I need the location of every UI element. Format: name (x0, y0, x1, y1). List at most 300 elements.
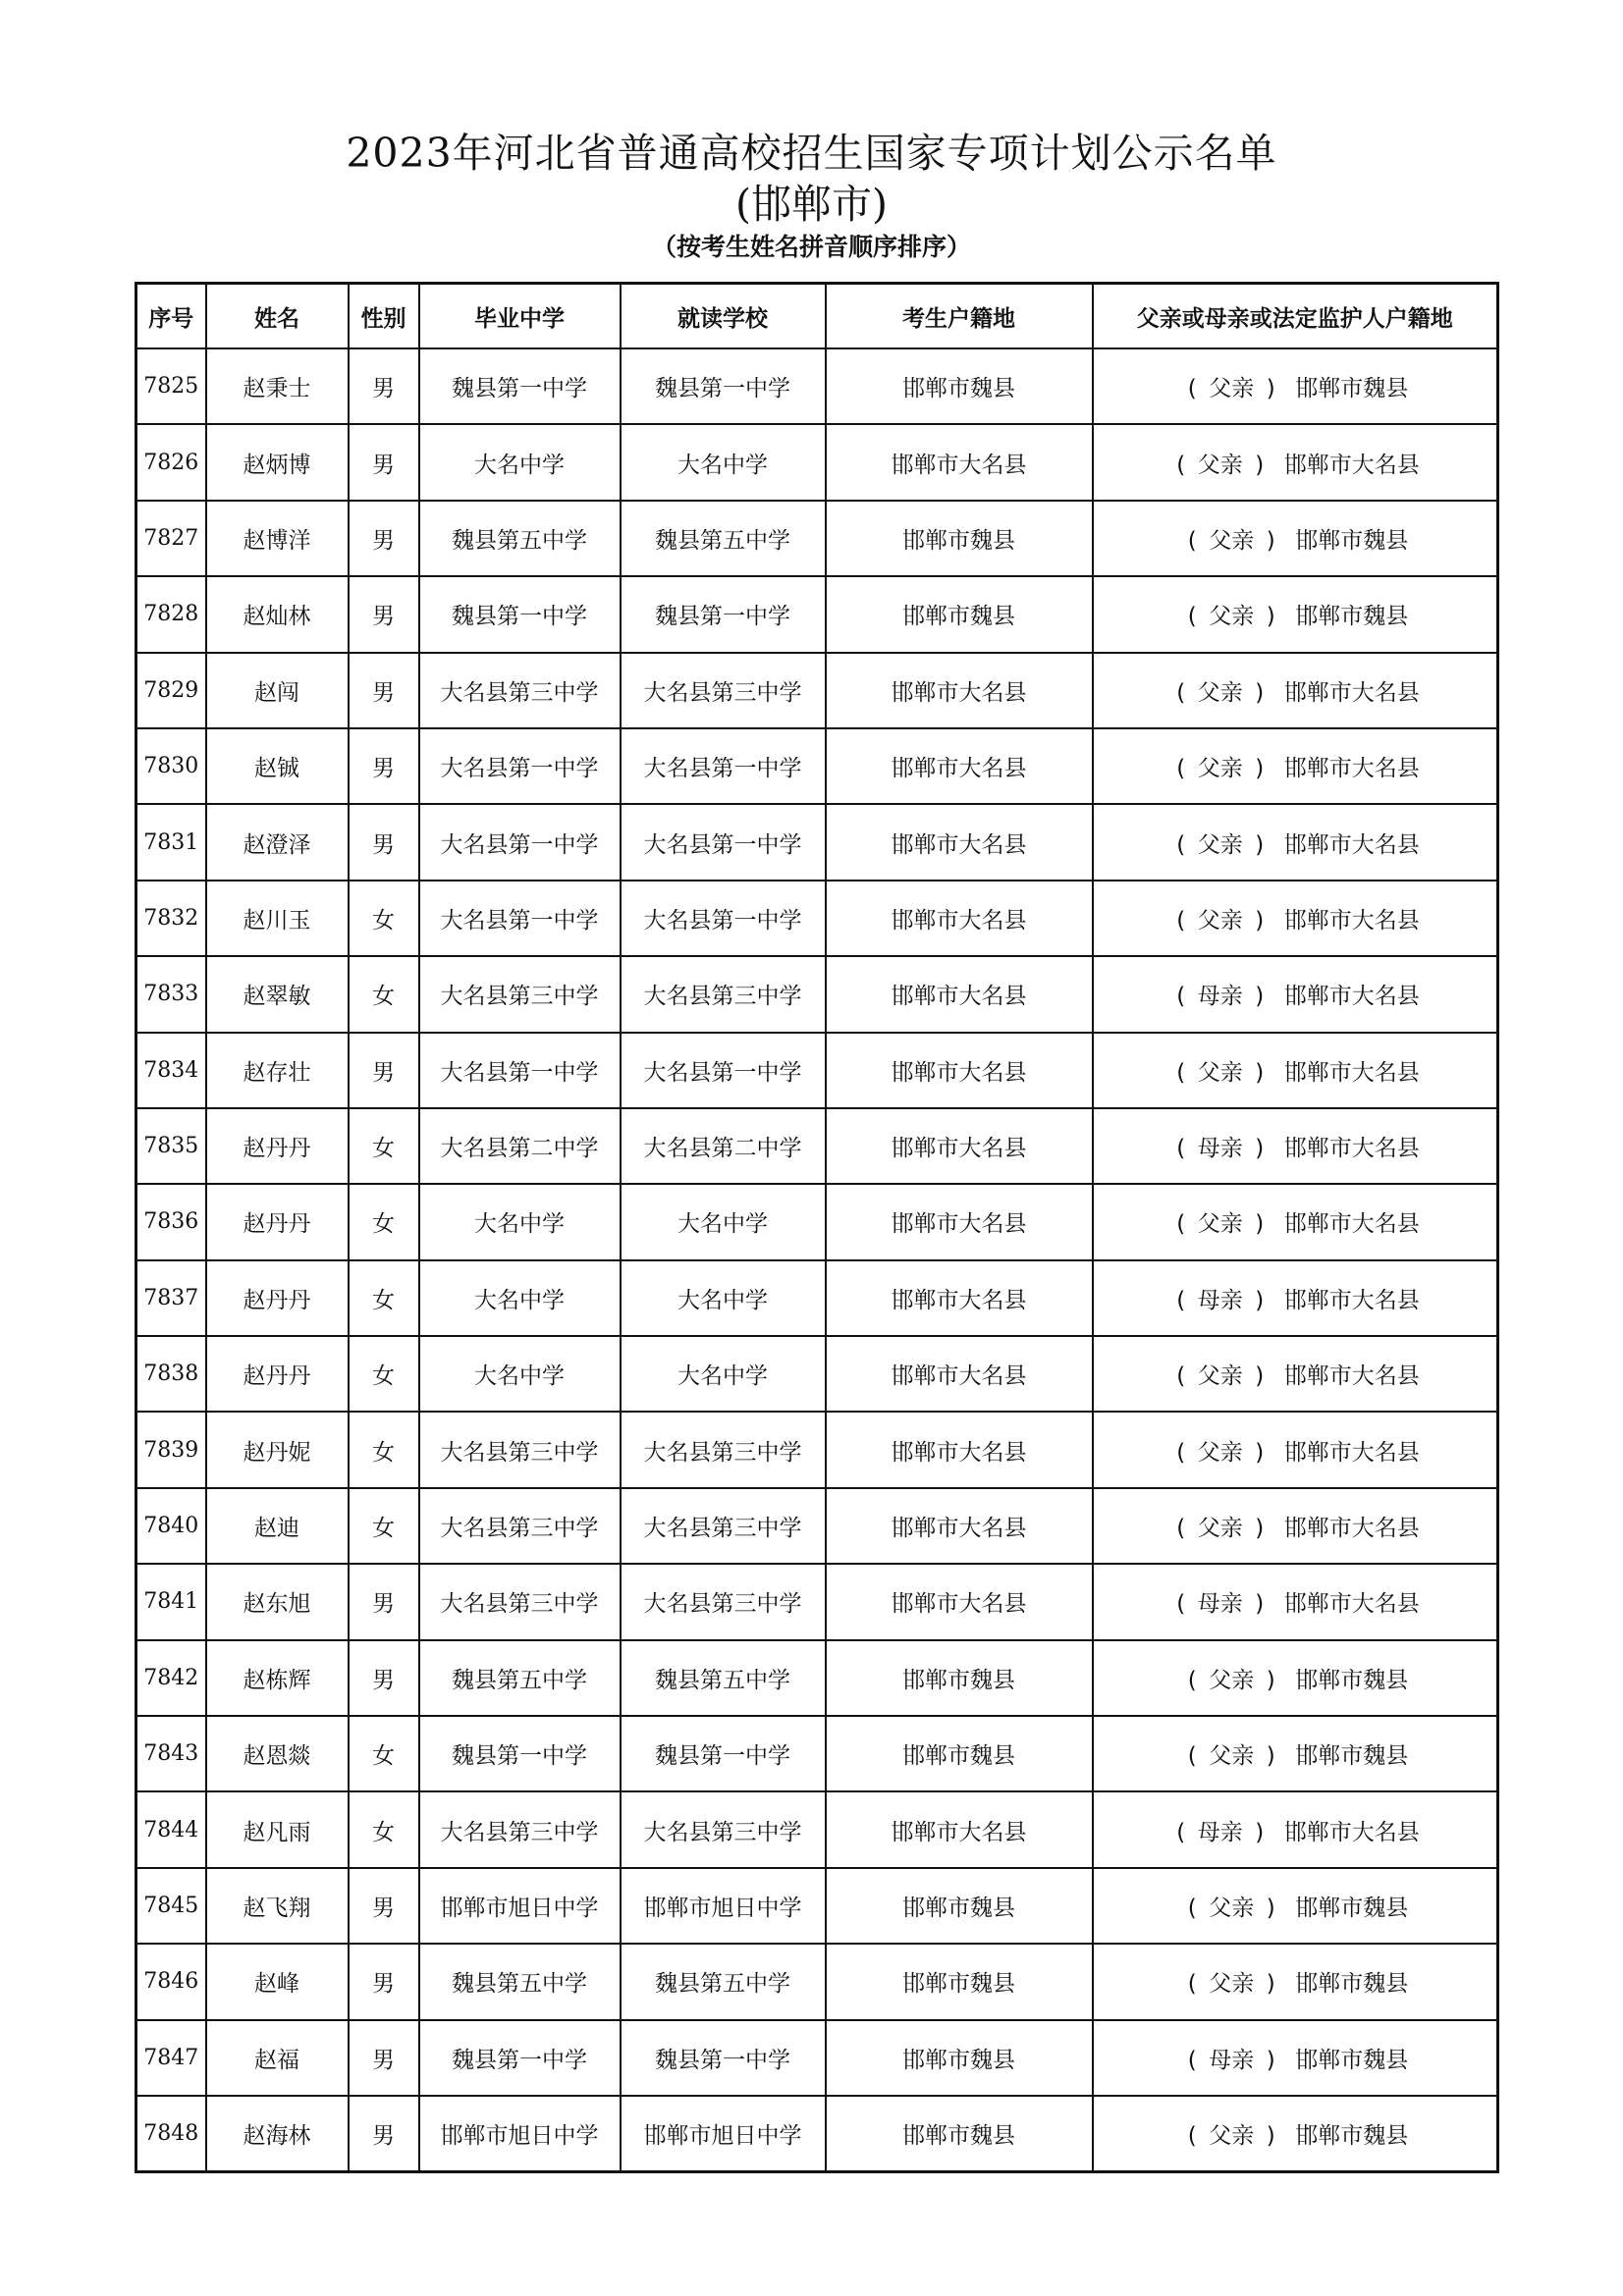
cell-household: 邯郸市大名县 (826, 1412, 1093, 1487)
cell-grad-school: 大名中学 (419, 424, 621, 500)
cell-seq: 7833 (136, 956, 206, 1032)
close-paren: ) (1266, 1896, 1275, 1921)
table-row (136, 1260, 1498, 1336)
cell-household: 邯郸市魏县 (826, 1716, 1093, 1791)
table-header-row (136, 284, 1498, 349)
cell-name: 赵东旭 (206, 1564, 349, 1639)
cell-name: 赵博洋 (206, 501, 349, 576)
document-subtitle: (邯郸市) (735, 181, 888, 228)
cell-grad-school: 大名县第三中学 (419, 1412, 621, 1487)
cell-guardian-household (1093, 424, 1498, 500)
guardian-place: 邯郸市大名县 (1283, 1819, 1420, 1845)
cell-seq: 7841 (136, 1564, 206, 1639)
cell-current-school: 大名县第三中学 (621, 1791, 826, 1867)
cell-household: 邯郸市魏县 (826, 348, 1093, 424)
cell-name: 赵存壮 (206, 1033, 349, 1108)
cell-seq: 7834 (136, 1033, 206, 1108)
cell-name: 赵峰 (206, 1944, 349, 2019)
cell-name: 赵福 (206, 2020, 349, 2096)
cell-name: 赵川玉 (206, 881, 349, 956)
cell-seq: 7847 (136, 2020, 206, 2096)
close-paren: ) (1255, 1439, 1265, 1466)
cell-current-school: 邯郸市旭日中学 (621, 1868, 826, 1944)
cell-name: 赵恩燚 (206, 1716, 349, 1791)
cell-gender: 男 (349, 2096, 419, 2172)
cell-current-school: 魏县第一中学 (621, 348, 826, 424)
cell-guardian-household (1093, 1033, 1498, 1108)
cell-gender: 男 (349, 1564, 419, 1639)
guardian-relation (1170, 1054, 1271, 1087)
guardian-place: 邯郸市大名县 (1283, 1211, 1420, 1238)
close-paren: ) (1255, 1591, 1265, 1618)
guardian-relation (1170, 750, 1271, 782)
table-row (136, 1791, 1498, 1867)
cell-guardian-household (1093, 1184, 1498, 1259)
guardian-place: 邯郸市大名县 (1283, 1439, 1420, 1466)
guardian-relation (1170, 1585, 1271, 1618)
cell-household: 邯郸市魏县 (826, 501, 1093, 576)
cell-current-school: 魏县第五中学 (621, 1944, 826, 2019)
cell-name: 赵秉士 (206, 348, 349, 424)
cell-household: 邯郸市魏县 (826, 1944, 1093, 2019)
table-row (136, 1716, 1498, 1791)
cell-guardian-household (1093, 501, 1498, 576)
guardian-relation-text: 父亲 (1209, 2123, 1255, 2150)
cell-gender: 男 (349, 1640, 419, 1716)
cell-name: 赵灿林 (206, 576, 349, 652)
cell-grad-school: 魏县第一中学 (419, 576, 621, 652)
guardian-relation-text: 父亲 (1197, 452, 1243, 478)
guardian-place: 邯郸市大名县 (1283, 984, 1420, 1010)
cell-current-school: 大名中学 (621, 1260, 826, 1336)
guardian-relation (1170, 1130, 1271, 1162)
close-paren: ) (1255, 984, 1265, 1010)
cell-household: 邯郸市大名县 (826, 1488, 1093, 1564)
sort-note: （按考生姓名拼音顺序排序） (651, 233, 971, 261)
guardian-relation (1181, 370, 1281, 402)
cell-seq: 7832 (136, 881, 206, 956)
guardian-place: 邯郸市魏县 (1295, 1896, 1409, 1921)
guardian-relation-text: 父亲 (1209, 1667, 1255, 1693)
cell-household: 邯郸市大名县 (826, 1260, 1093, 1336)
open-paren: ( (1187, 2123, 1197, 2150)
document-title: 2023年河北省普通高校招生国家专项计划公示名单 (346, 130, 1277, 177)
close-paren: ) (1255, 831, 1265, 858)
cell-gender: 男 (349, 424, 419, 500)
cell-guardian-household (1093, 653, 1498, 728)
open-paren: ( (1187, 1667, 1197, 1693)
guardian-relation-text: 父亲 (1197, 1211, 1243, 1238)
cell-grad-school: 大名县第一中学 (419, 881, 621, 956)
cell-current-school: 大名县第三中学 (621, 1564, 826, 1639)
cell-grad-school: 大名中学 (419, 1184, 621, 1259)
cell-household: 邯郸市大名县 (826, 1564, 1093, 1639)
close-paren: ) (1255, 452, 1265, 478)
guardian-place: 邯郸市魏县 (1295, 1667, 1409, 1693)
close-paren: ) (1266, 1743, 1275, 1770)
table-row (136, 804, 1498, 880)
guardian-place: 邯郸市魏县 (1295, 604, 1409, 630)
guardian-place: 邯郸市大名县 (1283, 907, 1420, 934)
cell-current-school: 大名县第三中学 (621, 1412, 826, 1487)
guardian-relation (1181, 1737, 1281, 1770)
guardian-relation (1181, 1662, 1281, 1694)
cell-seq: 7837 (136, 1260, 206, 1336)
cell-current-school: 魏县第五中学 (621, 501, 826, 576)
cell-name: 赵飞翔 (206, 1868, 349, 1944)
guardian-relation-text: 父亲 (1197, 679, 1243, 706)
guardian-relation-text: 父亲 (1209, 1896, 1255, 1921)
table-row (136, 501, 1498, 576)
cell-guardian-household (1093, 956, 1498, 1032)
cell-seq: 7830 (136, 728, 206, 804)
cell-current-school: 大名县第三中学 (621, 1488, 826, 1564)
guardian-relation-text: 父亲 (1197, 1439, 1243, 1466)
guardian-relation (1170, 1434, 1271, 1467)
open-paren: ( (1187, 1896, 1197, 1921)
guardian-relation (1170, 1814, 1271, 1846)
open-paren: ( (1176, 1059, 1186, 1086)
cell-guardian-household (1093, 1716, 1498, 1791)
open-paren: ( (1176, 452, 1186, 478)
open-paren: ( (1176, 831, 1186, 858)
guardian-place: 邯郸市魏县 (1295, 376, 1409, 402)
cell-gender: 女 (349, 1260, 419, 1336)
cell-gender: 男 (349, 1868, 419, 1944)
guardian-relation-text: 母亲 (1197, 984, 1243, 1010)
guardian-place: 邯郸市大名县 (1283, 679, 1420, 706)
table-row (136, 1944, 1498, 2019)
close-paren: ) (1255, 1819, 1265, 1845)
cell-name: 赵闯 (206, 653, 349, 728)
guardian-relation-text: 父亲 (1209, 1743, 1255, 1770)
open-paren: ( (1176, 1591, 1186, 1618)
cell-current-school: 魏县第一中学 (621, 2020, 826, 2096)
cell-current-school: 大名县第一中学 (621, 1033, 826, 1108)
cell-household: 邯郸市大名县 (826, 956, 1093, 1032)
guardian-relation (1170, 902, 1271, 934)
close-paren: ) (1255, 1211, 1265, 1238)
guardian-relation-text: 父亲 (1209, 376, 1255, 402)
cell-gender: 女 (349, 1791, 419, 1867)
open-paren: ( (1176, 756, 1186, 782)
cell-gender: 男 (349, 804, 419, 880)
close-paren: ) (1255, 907, 1265, 934)
cell-guardian-household (1093, 1412, 1498, 1487)
cell-household: 邯郸市魏县 (826, 576, 1093, 652)
cell-grad-school: 大名县第一中学 (419, 728, 621, 804)
cell-current-school: 魏县第五中学 (621, 1640, 826, 1716)
cell-grad-school: 大名县第二中学 (419, 1108, 621, 1184)
open-paren: ( (1176, 984, 1186, 1010)
cell-name: 赵澄泽 (206, 804, 349, 880)
table-row (136, 881, 1498, 956)
cell-seq: 7845 (136, 1868, 206, 1944)
cell-seq: 7842 (136, 1640, 206, 1716)
close-paren: ) (1266, 376, 1275, 402)
guardian-place: 邯郸市大名县 (1283, 831, 1420, 858)
guardian-place: 邯郸市大名县 (1283, 1287, 1420, 1313)
cell-guardian-household (1093, 1260, 1498, 1336)
cell-seq: 7843 (136, 1716, 206, 1791)
cell-grad-school: 大名中学 (419, 1260, 621, 1336)
close-paren: ) (1266, 2123, 1275, 2150)
guardian-relation (1170, 1358, 1271, 1390)
guardian-place: 邯郸市大名县 (1283, 756, 1420, 782)
close-paren: ) (1266, 604, 1275, 630)
cell-guardian-household (1093, 1791, 1498, 1867)
guardian-place: 邯郸市魏县 (1295, 2047, 1409, 2073)
table-row (136, 956, 1498, 1032)
close-paren: ) (1266, 2047, 1275, 2073)
header-household: 考生户籍地 (826, 284, 1093, 349)
cell-name: 赵炳博 (206, 424, 349, 500)
cell-household: 邯郸市魏县 (826, 2020, 1093, 2096)
open-paren: ( (1176, 679, 1186, 706)
cell-gender: 女 (349, 956, 419, 1032)
open-paren: ( (1187, 376, 1197, 402)
open-paren: ( (1187, 1743, 1197, 1770)
guardian-place: 邯郸市魏县 (1295, 2123, 1409, 2150)
cell-household: 邯郸市大名县 (826, 881, 1093, 956)
guardian-relation (1170, 827, 1271, 859)
guardian-relation (1181, 598, 1281, 630)
cell-seq: 7848 (136, 2096, 206, 2172)
cell-grad-school: 大名县第三中学 (419, 1791, 621, 1867)
close-paren: ) (1255, 1363, 1265, 1390)
cell-name: 赵丹丹 (206, 1336, 349, 1412)
cell-gender: 女 (349, 1108, 419, 1184)
guardian-relation (1170, 1282, 1271, 1314)
cell-grad-school: 大名县第三中学 (419, 956, 621, 1032)
guardian-place: 邯郸市魏县 (1295, 1971, 1409, 1998)
cell-guardian-household (1093, 1488, 1498, 1564)
close-paren: ) (1255, 1516, 1265, 1542)
open-paren: ( (1176, 1363, 1186, 1390)
open-paren: ( (1176, 1439, 1186, 1466)
cell-name: 赵丹丹 (206, 1108, 349, 1184)
cell-grad-school: 魏县第五中学 (419, 1944, 621, 2019)
open-paren: ( (1176, 1819, 1186, 1845)
cell-seq: 7826 (136, 424, 206, 500)
cell-household: 邯郸市大名县 (826, 1184, 1093, 1259)
guardian-place: 邯郸市大名县 (1283, 1363, 1420, 1390)
cell-name: 赵丹丹 (206, 1260, 349, 1336)
cell-seq: 7829 (136, 653, 206, 728)
guardian-relation-text: 父亲 (1197, 831, 1243, 858)
cell-guardian-household (1093, 728, 1498, 804)
cell-current-school: 大名县第一中学 (621, 728, 826, 804)
guardian-relation (1170, 1510, 1271, 1542)
cell-grad-school: 大名县第三中学 (419, 653, 621, 728)
cell-name: 赵迪 (206, 1488, 349, 1564)
table-row (136, 1108, 1498, 1184)
cell-household: 邯郸市魏县 (826, 1640, 1093, 1716)
close-paren: ) (1255, 1287, 1265, 1313)
open-paren: ( (1176, 1516, 1186, 1542)
cell-current-school: 大名县第二中学 (621, 1108, 826, 1184)
guardian-relation-text: 父亲 (1197, 1363, 1243, 1390)
cell-guardian-household (1093, 1640, 1498, 1716)
close-paren: ) (1255, 679, 1265, 706)
guardian-relation (1170, 674, 1271, 707)
close-paren: ) (1266, 1667, 1275, 1693)
cell-current-school: 魏县第一中学 (621, 1716, 826, 1791)
cell-gender: 男 (349, 2020, 419, 2096)
guardian-relation (1170, 1205, 1271, 1238)
guardian-relation-text: 母亲 (1197, 1819, 1243, 1845)
cell-gender: 男 (349, 576, 419, 652)
cell-grad-school: 大名县第一中学 (419, 1033, 621, 1108)
cell-gender: 女 (349, 1716, 419, 1791)
table-body (136, 348, 1498, 2172)
cell-name: 赵海林 (206, 2096, 349, 2172)
cell-name: 赵栋辉 (206, 1640, 349, 1716)
cell-current-school: 大名县第三中学 (621, 653, 826, 728)
open-paren: ( (1176, 1287, 1186, 1313)
table-row (136, 1336, 1498, 1412)
table-row (136, 1488, 1498, 1564)
guardian-place: 邯郸市魏县 (1295, 1743, 1409, 1770)
close-paren: ) (1255, 1136, 1265, 1162)
cell-seq: 7838 (136, 1336, 206, 1412)
cell-household: 邯郸市大名县 (826, 1336, 1093, 1412)
table-row (136, 2096, 1498, 2172)
guardian-relation-text: 母亲 (1209, 2047, 1255, 2073)
guardian-relation-text: 父亲 (1197, 1516, 1243, 1542)
table-row (136, 2020, 1498, 2096)
table-row (136, 1412, 1498, 1487)
table-row (136, 1184, 1498, 1259)
cell-name: 赵丹妮 (206, 1412, 349, 1487)
cell-household: 邯郸市魏县 (826, 1868, 1093, 1944)
guardian-relation-text: 父亲 (1209, 604, 1255, 630)
cell-seq: 7835 (136, 1108, 206, 1184)
cell-current-school: 大名县第一中学 (621, 881, 826, 956)
cell-current-school: 魏县第一中学 (621, 576, 826, 652)
guardian-place: 邯郸市魏县 (1295, 527, 1409, 554)
cell-current-school: 大名中学 (621, 1184, 826, 1259)
cell-grad-school: 大名县第三中学 (419, 1564, 621, 1639)
guardian-relation (1170, 447, 1271, 479)
cell-gender: 女 (349, 881, 419, 956)
cell-gender: 男 (349, 653, 419, 728)
table-row (136, 1868, 1498, 1944)
cell-household: 邯郸市魏县 (826, 2096, 1093, 2172)
cell-seq: 7831 (136, 804, 206, 880)
cell-seq: 7828 (136, 576, 206, 652)
cell-current-school: 大名中学 (621, 424, 826, 500)
cell-guardian-household (1093, 1336, 1498, 1412)
cell-grad-school: 魏县第五中学 (419, 1640, 621, 1716)
cell-current-school: 大名县第三中学 (621, 956, 826, 1032)
cell-seq: 7844 (136, 1791, 206, 1867)
header-seq: 序号 (136, 284, 206, 349)
cell-guardian-household (1093, 1944, 1498, 2019)
guardian-place: 邯郸市大名县 (1283, 1136, 1420, 1162)
open-paren: ( (1176, 1211, 1186, 1238)
cell-household: 邯郸市大名县 (826, 1033, 1093, 1108)
open-paren: ( (1187, 1971, 1197, 1998)
cell-guardian-household (1093, 2096, 1498, 2172)
header-name: 姓名 (206, 284, 349, 349)
guardian-relation-text: 父亲 (1197, 907, 1243, 934)
cell-guardian-household (1093, 804, 1498, 880)
guardian-relation-text: 父亲 (1209, 527, 1255, 554)
guardian-place: 邯郸市大名县 (1283, 1516, 1420, 1542)
cell-seq: 7839 (136, 1412, 206, 1487)
cell-guardian-household (1093, 576, 1498, 652)
guardian-relation (1170, 978, 1271, 1010)
guardian-place: 邯郸市大名县 (1283, 1591, 1420, 1618)
cell-current-school: 大名中学 (621, 1336, 826, 1412)
close-paren: ) (1266, 1971, 1275, 1998)
guardian-relation-text: 母亲 (1197, 1591, 1243, 1618)
cell-guardian-household (1093, 881, 1498, 956)
close-paren: ) (1255, 756, 1265, 782)
guardian-relation-text: 父亲 (1209, 1971, 1255, 1998)
table-row (136, 576, 1498, 652)
close-paren: ) (1266, 527, 1275, 554)
table-row (136, 728, 1498, 804)
header-guardian-household: 父亲或母亲或法定监护人户籍地 (1093, 284, 1498, 349)
table-row (136, 1564, 1498, 1639)
table-row (136, 1640, 1498, 1716)
cell-grad-school: 大名中学 (419, 1336, 621, 1412)
open-paren: ( (1176, 907, 1186, 934)
cell-gender: 女 (349, 1488, 419, 1564)
cell-seq: 7827 (136, 501, 206, 576)
cell-guardian-household (1093, 2020, 1498, 2096)
cell-current-school: 邯郸市旭日中学 (621, 2096, 826, 2172)
open-paren: ( (1187, 2047, 1197, 2073)
cell-name: 赵铖 (206, 728, 349, 804)
cell-guardian-household (1093, 1564, 1498, 1639)
guardian-relation (1181, 1965, 1281, 1998)
table-row (136, 653, 1498, 728)
cell-seq: 7836 (136, 1184, 206, 1259)
guardian-relation-text: 母亲 (1197, 1287, 1243, 1313)
cell-household: 邯郸市大名县 (826, 653, 1093, 728)
guardian-relation (1181, 522, 1281, 555)
guardian-relation-text: 母亲 (1197, 1136, 1243, 1162)
cell-gender: 女 (349, 1336, 419, 1412)
guardian-place: 邯郸市大名县 (1283, 452, 1420, 478)
cell-household: 邯郸市大名县 (826, 1791, 1093, 1867)
cell-current-school: 大名县第一中学 (621, 804, 826, 880)
guardian-place: 邯郸市大名县 (1283, 1059, 1420, 1086)
cell-gender: 女 (349, 1184, 419, 1259)
cell-gender: 男 (349, 348, 419, 424)
open-paren: ( (1187, 604, 1197, 630)
cell-guardian-household (1093, 1108, 1498, 1184)
cell-seq: 7840 (136, 1488, 206, 1564)
cell-grad-school: 大名县第三中学 (419, 1488, 621, 1564)
cell-name: 赵丹丹 (206, 1184, 349, 1259)
cell-gender: 女 (349, 1412, 419, 1487)
cell-gender: 男 (349, 728, 419, 804)
cell-guardian-household (1093, 1868, 1498, 1944)
guardian-relation (1181, 2042, 1281, 2074)
header-gender: 性别 (349, 284, 419, 349)
cell-grad-school: 魏县第一中学 (419, 1716, 621, 1791)
cell-seq: 7825 (136, 348, 206, 424)
cell-gender: 男 (349, 501, 419, 576)
open-paren: ( (1176, 1136, 1186, 1162)
guardian-relation (1181, 1890, 1281, 1922)
guardian-relation (1181, 2117, 1281, 2150)
cell-grad-school: 邯郸市旭日中学 (419, 1868, 621, 1944)
